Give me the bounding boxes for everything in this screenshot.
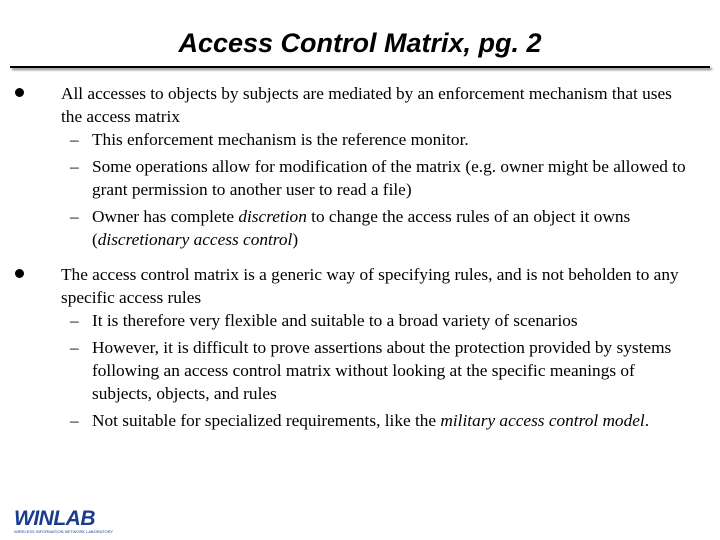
sub-bullet-item — [70, 409, 692, 432]
bullet-dot-icon — [15, 88, 24, 97]
title-divider — [10, 66, 710, 68]
logo-tagline: WIRELESS INFORMATION NETWORK LABORATORY — [14, 529, 114, 534]
dash-icon: – — [70, 130, 79, 149]
bullet-item — [61, 82, 681, 128]
dash-icon: – — [70, 338, 79, 357]
dash-icon: – — [70, 411, 79, 430]
sub-bullet-item — [70, 336, 692, 405]
slide-title: Access Control Matrix, pg. 2 — [178, 28, 542, 58]
emphasis-discretionary-access-control: discretionary access control — [97, 230, 293, 249]
slide-content — [0, 82, 720, 432]
bullet-text: All accesses to objects by subjects are mediated by an enforcement mechanism that uses the access matrix — [61, 84, 672, 126]
dash-icon: – — [70, 157, 79, 176]
sub-bullet-item — [70, 155, 692, 201]
emphasis-discretion: discretion — [238, 207, 307, 226]
sub-bullet-text: This enforcement mechanism is the reference monitor. — [92, 130, 469, 149]
sub-bullet-text: However, it is difficult to prove assertions about the protection provided by systems following an access control matrix without looking at the specific meanings of subjects, objects, and rules — [92, 338, 672, 403]
sub-bullet-text-end: ) — [292, 230, 299, 249]
bullet-item — [61, 263, 681, 309]
dash-icon: – — [70, 207, 79, 226]
bullet-dot-icon — [15, 269, 24, 278]
sub-bullet-item — [70, 205, 692, 251]
sub-bullet-text-start: Not suitable for specialized requirements, like the — [92, 411, 441, 430]
dash-icon: – — [70, 311, 79, 330]
sub-bullet-text-end: . — [644, 411, 650, 430]
emphasis-military-access-control-model: military access control model — [440, 411, 645, 430]
sub-bullet-item — [70, 309, 692, 332]
logo-wordmark: WINLAB — [14, 507, 95, 530]
sub-bullet-text-start: Owner has complete — [92, 207, 239, 226]
sub-bullet-text: It is therefore very flexible and suitable to a broad variety of scenarios — [92, 311, 578, 330]
sub-bullet-text-middle: to change the access rules of an object it owns ( — [92, 207, 631, 249]
bullet-text: The access control matrix is a generic way of specifying rules, and is not beholden to any specific access rules — [61, 265, 679, 307]
winlab-logo — [12, 508, 118, 534]
sub-bullet-item — [70, 128, 692, 151]
sub-bullet-text: Some operations allow for modification of the matrix (e.g. owner might be allowed to grant permission to another user to read a file) — [92, 157, 686, 199]
